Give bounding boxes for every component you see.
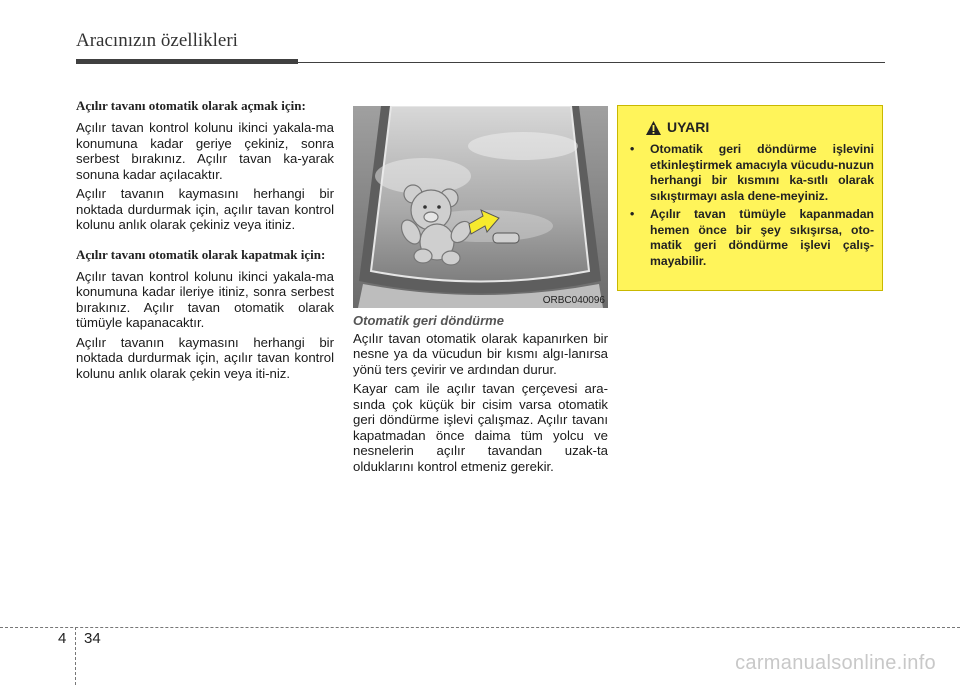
warning-header [645, 120, 709, 136]
middle-column [353, 313, 608, 478]
left-column [76, 98, 334, 385]
footer-vertical-rule [75, 627, 76, 685]
auto-reverse-paragraph-1: Açılır tavan otomatik olarak kapanırken bir nesne ya da vücudun bir kısmı algı-lanırsa yönü ters çevirir ve ardından durur. [353, 330, 608, 377]
warning-title: UYARI [667, 119, 710, 136]
close-heading: Açılır tavanı otomatik olarak kapatmak için: [76, 246, 326, 262]
warning-triangle-icon [645, 120, 662, 136]
auto-reverse-heading: Otomatik geri döndürme [353, 313, 504, 328]
warning-list [628, 142, 874, 272]
footer-rule [0, 627, 960, 628]
open-paragraph-1: Açılır tavan kontrol kolunu ikinci yakala-ma konumuna kadar geriye çekiniz, sonra serbest bırakınız. Açılır tavan ka-yarak sonuna kadar açılacaktır. [76, 120, 334, 182]
open-paragraph-2: Açılır tavanın kaymasını herhangi bir noktada durdurmak için, açılır tavan kontrol kolunu anlık olarak çekiniz veya itiniz. [76, 186, 334, 232]
page-number: 34 [84, 630, 101, 647]
watermark-text: carmanualsonline.info [735, 652, 936, 674]
section-number: 4 [58, 630, 67, 647]
warning-box [617, 105, 883, 291]
close-paragraph-2: Açılır tavanın kaymasını herhangi bir noktada durdurmak için, açılır tavan kontrol kolunu anlık olarak çekin veya iti-niz. [76, 334, 334, 381]
sunroof-illustration [353, 106, 608, 308]
figure-code: ORBC040096 [542, 295, 605, 306]
open-heading: Açılır tavanı otomatik olarak açmak için: [76, 98, 306, 113]
close-paragraph-1: Açılır tavan kontrol kolunu ikinci yakala-ma konumuna kadar ileriye itiniz, sonra serbest bırakınız. Açılır tavan otomatik olarak tümüyle kapanacaktır. [76, 268, 334, 330]
header-rule-thin [298, 62, 885, 63]
header-title: Aracınızın özellikleri [76, 30, 238, 51]
auto-reverse-paragraph-2: Kayar cam ile açılır tavan çerçevesi ara-sında çok küçük bir cisim varsa otomatik geri döndürme işlevi çalışmaz. Açılır tavanı kapatmadan önce daima tüm yolcu ve nesnelerin açılır tavandan uzak-ta olduklarını kontrol etmeniz gerekir. [353, 381, 608, 474]
warning-item: • Açılır tavan tümüyle kapanmadan hemen önce bir şey sıkışırsa, oto-matik geri döndürme işlevi çalış-mayabilir. [628, 207, 874, 269]
warning-item: • Otomatik geri döndürme işlevini etkinleştirmek amacıyla vücudu-nuzun herhangi bir kısmını ka-sıtlı olarak sıkıştırmayı asla dene-meyiniz. [628, 142, 874, 204]
header-rule-thick [76, 59, 298, 64]
sunroof-drawing [353, 106, 608, 308]
